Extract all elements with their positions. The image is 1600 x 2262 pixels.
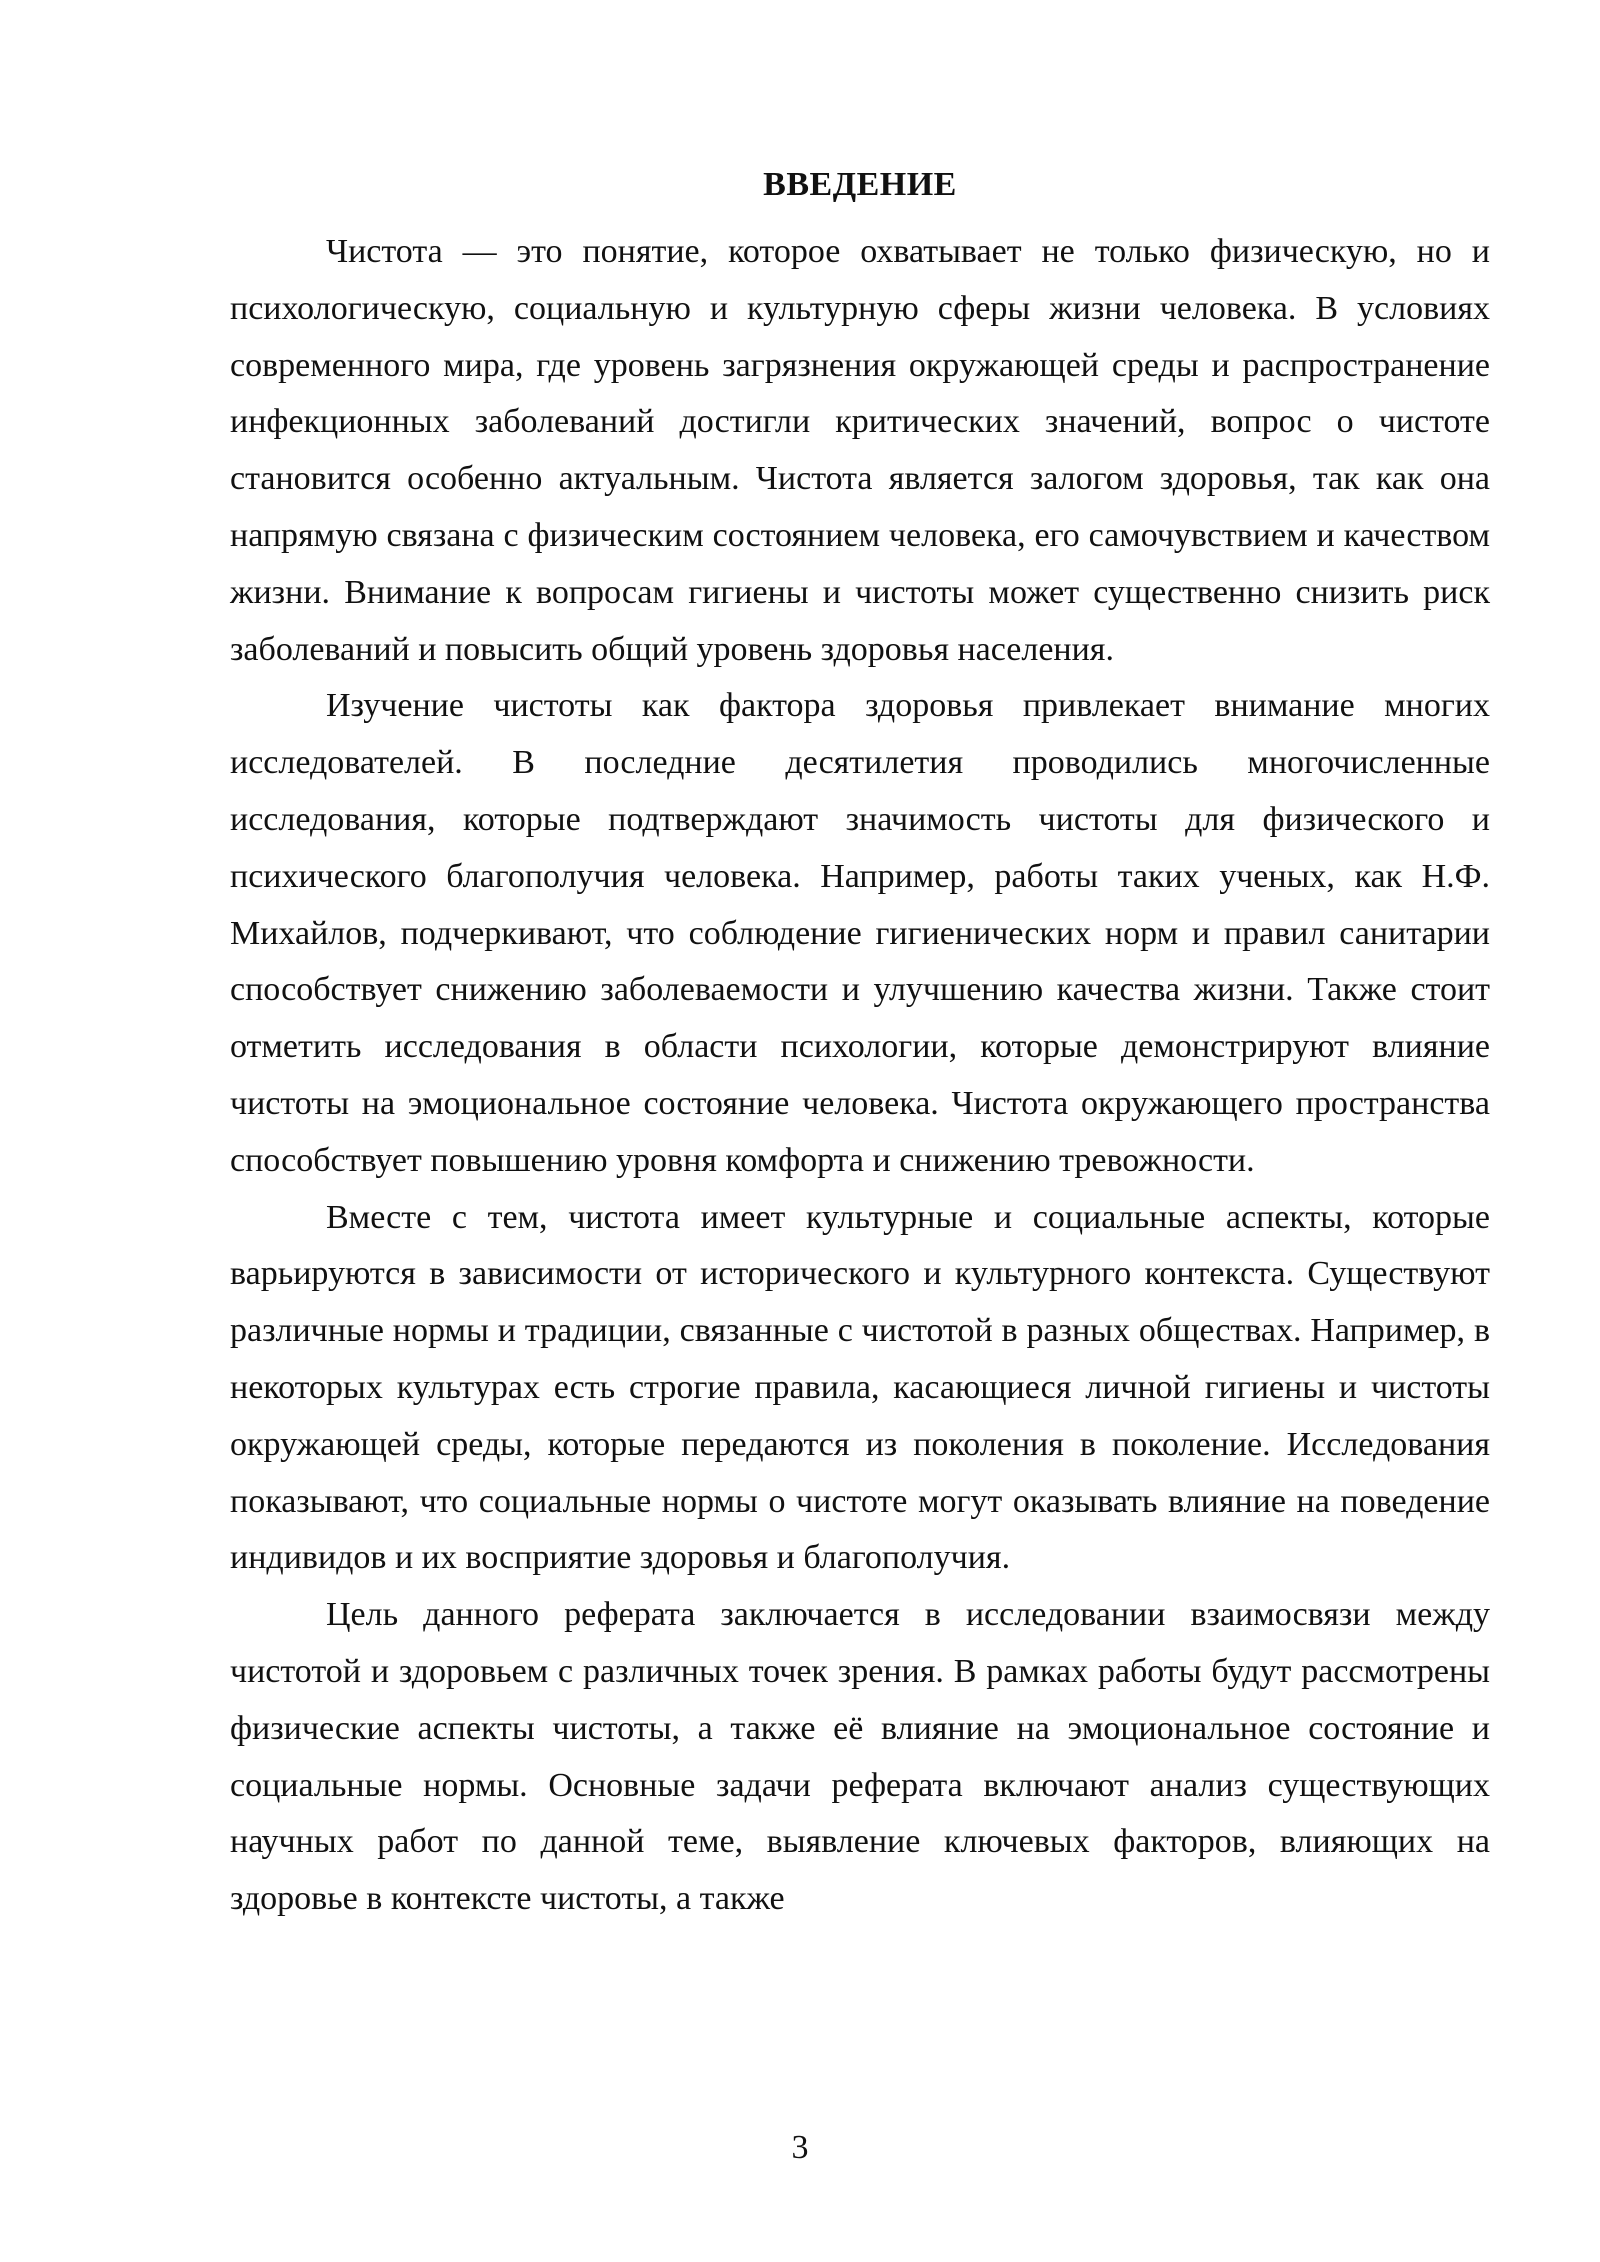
paragraph-4: Цель данного реферата заключается в исследовании взаимосвязи между чистотой и здоровьем с различных точек зрения. В рамках работы будут рассмотрены физические аспекты чистоты, а также её влияние на эмоциональное состояние и социальные нормы. Основные задачи реферата включают анализ существующих научных работ по данной теме, выявление ключевых факторов, влияющих на здоровье в контексте чистоты, а также: [230, 1596, 1490, 1918]
paragraph-3: Вместе с тем, чистота имеет культурные и социальные аспекты, которые варьируются в зависимости от исторического и культурного контекста. Существуют различные нормы и традиции, связанные с чистотой в разных обществах. Например, в некоторых культурах есть строгие правила, касающиеся личной гигиены и чистоты окружающей среды, которые передаются из поколения в поколение. Исследования показывают, что социальные нормы о чистоте могут оказывать влияние на поведение индивидов и их восприятие здоровья и благополучия.: [230, 1198, 1490, 1577]
section-heading: ВВЕДЕНИЕ: [763, 166, 957, 203]
paragraph-1: Чистота — это понятие, которое охватывает не только физическую, но и психологическую, социальную и культурную сферы жизни человека. В условиях современного мира, где уровень загрязнения окружающей среды и распространение инфекционных заболеваний достигли критических значений, вопрос о чистоте становится особенно актуальным. Чистота является залогом здоровья, так как она напрямую связана с физическим состоянием человека, его самочувствием и качеством жизни. Внимание к вопросам гигиены и чистоты может существенно снизить риск заболеваний и повысить общий уровень здоровья населения.: [230, 233, 1490, 668]
page-body: [230, 160, 1490, 1928]
page-number: 3: [791, 2129, 809, 2166]
paragraph-2: Изучение чистоты как фактора здоровья привлекает внимание многих исследователей. В последние десятилетия проводились многочисленные исследования, которые подтверждают значимость чистоты для физического и психического благополучия человека. Например, работы таких ученых, как Н.Ф. Михайлов, подчеркивают, что соблюдение гигиенических норм и правил санитарии способствует снижению заболеваемости и улучшению качества жизни. Также стоит отметить исследования в области психологии, которые демонстрируют влияние чистоты на эмоциональное состояние человека. Чистота окружающего пространства способствует повышению уровня комфорта и снижению тревожности.: [230, 687, 1490, 1179]
